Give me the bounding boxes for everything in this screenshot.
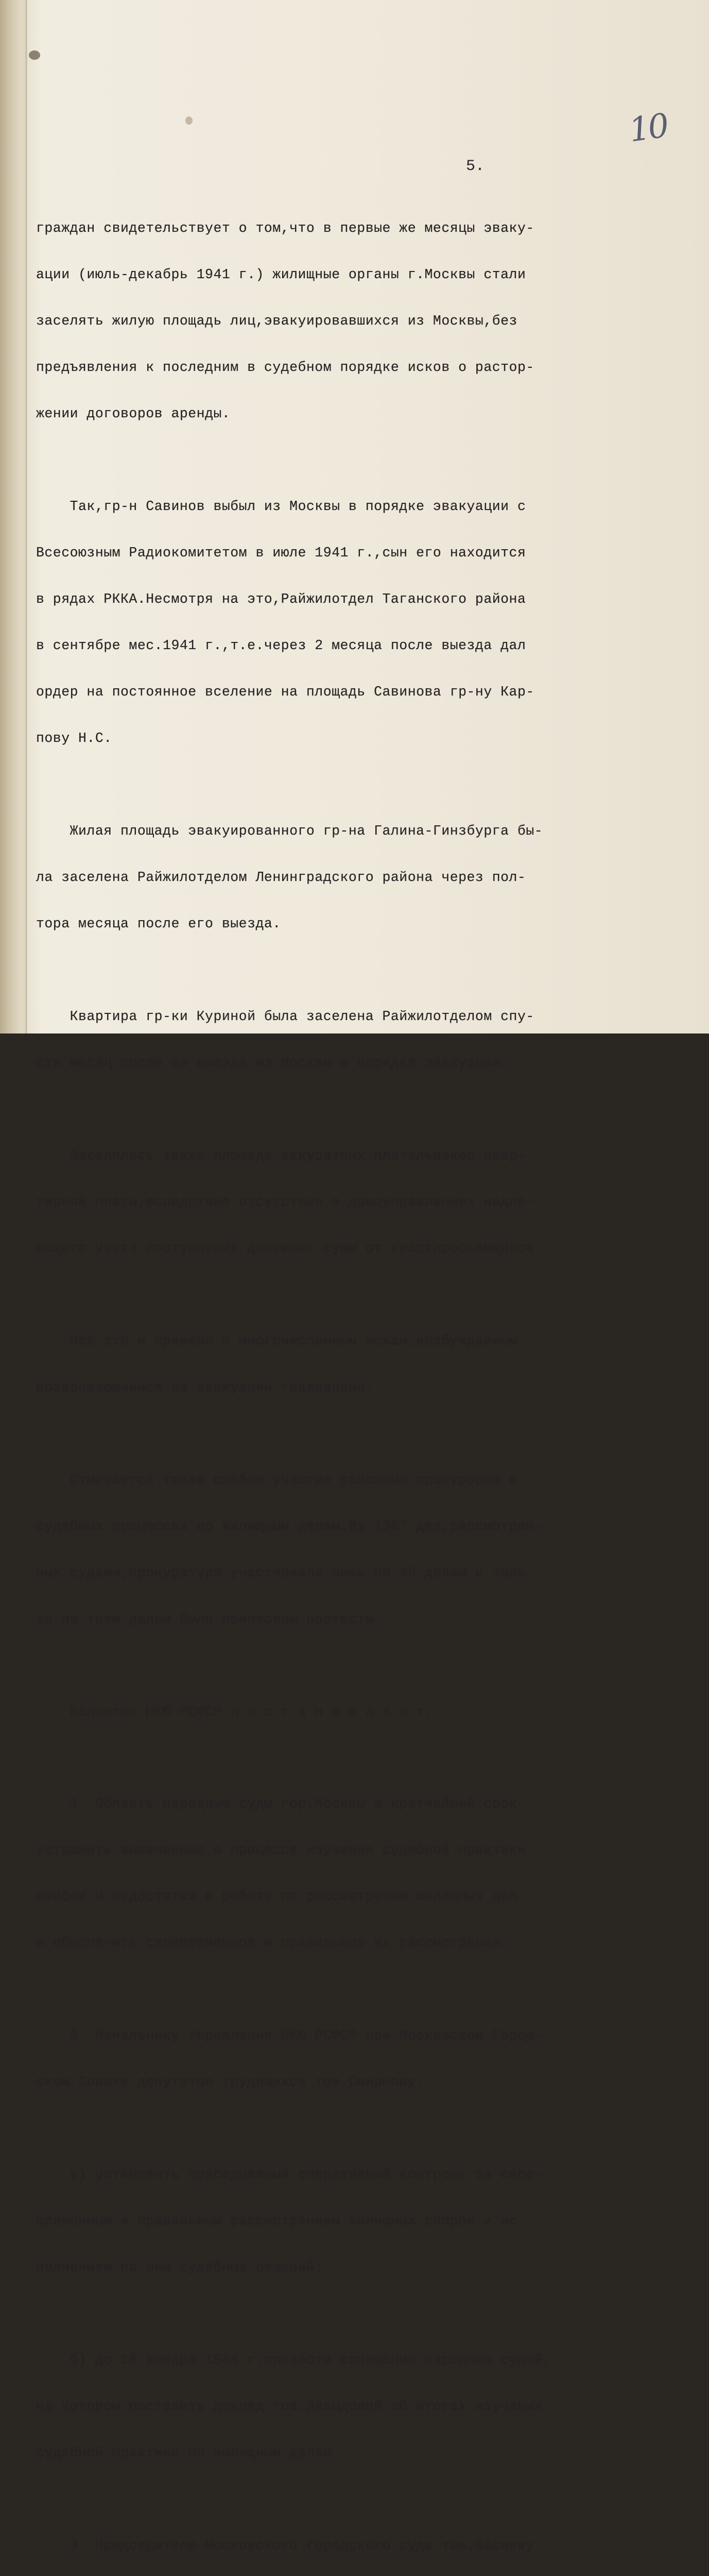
text-line: полнением по ним судебных решений; <box>36 2260 323 2275</box>
text-line: пову Н.С. <box>36 731 112 746</box>
binding-edge <box>0 0 27 1033</box>
text-line: на котором поставить доклад тов.Давыдовой об итогах изучения <box>36 2399 543 2414</box>
text-line: судебной практики по жилищным делам <box>36 2445 332 2461</box>
paragraph-payers <box>36 1117 644 1287</box>
resolution-heading <box>36 1673 644 1751</box>
text-line: Так,гр-н Савинов выбыл из Москвы в порядке эвакуации с <box>36 499 526 514</box>
text-line: стя месяц после ее выезда из Москвы в порядке эвакуации. <box>36 1055 509 1071</box>
page-number: 5. <box>466 158 485 175</box>
text-line: ных судами,прокуратура участвовала лишь по 46 делам и толь- <box>36 1565 534 1581</box>
paragraph-lawsuits <box>36 1302 644 1426</box>
text-line: ордер на постоянное вселение на площадь Савинова гр-ну Кар- <box>36 684 534 700</box>
stain-spot <box>185 116 193 125</box>
text-line: граждан свидетельствует о том,что в первые же месяцы эваку- <box>36 221 534 236</box>
text-line: заселять жилую площадь лиц,эвакуировавшихся из Москвы,без <box>36 313 517 329</box>
text-line: тора месяца после его выезда. <box>36 916 281 931</box>
text-line: Коллегия НКЮ РСФСР п о с т а н о в л я е т: <box>36 1704 433 1720</box>
text-line: ошибки и недостатки в работе по рассмотрению жилищных дел <box>36 1889 517 1904</box>
resolution-item-2 <box>36 1997 644 2121</box>
handwritten-folio-number: 10 <box>627 107 670 150</box>
text-line: возвращающимися из эвакуации гражданами. <box>36 1380 374 1395</box>
resolution-item-2b <box>36 2321 644 2492</box>
page-shadow <box>26 0 28 1033</box>
text-line: Всесоюзным Радиокомитетом в июле 1941 г.,сын его находится <box>36 545 526 561</box>
text-line: временным и правильным рассмотрением жилищных споров и ис- <box>36 2213 526 2229</box>
text-line: тирной платы,вследствие отсутствия в домоуправлениях надле- <box>36 1194 534 1210</box>
paragraph-prosecutors <box>36 1442 644 1658</box>
text-line: Отмечается также слабое участие районных прокуроров в <box>36 1472 517 1488</box>
resolution-item-3 <box>36 2507 644 2576</box>
text-line: 1. Обязать народные суды гор.Москвы в кратчайший срок <box>36 1796 517 1811</box>
text-line: Все это и привело к многочисленным искам,возбуждаемым <box>36 1333 517 1349</box>
paragraph-intro <box>36 190 644 452</box>
text-line: предъявления к последним в судебном порядке исков о растор- <box>36 360 534 375</box>
text-line: жении договоров аренды. <box>36 406 231 421</box>
text-line: и обеспечить своевременное и правильное их рассмотрение. <box>36 1935 509 1951</box>
text-line: Заселялась также площадь аккуратных плательщиков квар- <box>36 1148 526 1163</box>
text-line: Жилая площадь эвакуированного гр-на Галина-Гинзбурга бы- <box>36 823 543 839</box>
text-line: ко по трем делам были принесены протесты. <box>36 1612 383 1627</box>
text-line: а) установить повседневный оперативный контроль за свое- <box>36 2167 543 2182</box>
paragraph-savinov <box>36 468 644 777</box>
text-line: Квартира гр-ки Куриной была заселена Райжилотделом спу- <box>36 1009 534 1024</box>
paragraph-galin-ginzburg <box>36 792 644 962</box>
text-line: 3. Председателю Московского городского суда тов.Васневу <box>36 2538 534 2553</box>
text-line: 2. Начальнику Управления НКЮ РСФСР при Московском Город- <box>36 2028 543 2043</box>
text-line: жащего учета поступления денежных сумм от квартиросъемщиков. <box>36 1241 543 1256</box>
resolution-item-2a <box>36 2136 644 2306</box>
text-line: судебных процессах по жилищным делам.Из 1367 дел,рассмотрен- <box>36 1519 543 1534</box>
ink-blot <box>29 50 40 60</box>
text-line: ском Совете депутатов трудящихся тов.Смирнову: <box>36 2074 425 2090</box>
resolution-item-1 <box>36 1765 644 1981</box>
text-line: б) до 10 января 1944 г.провести совещание народных судей, <box>36 2352 551 2368</box>
paragraph-kurina <box>36 978 644 1101</box>
text-line: в сентябре мес.1941 г.,т.е.через 2 месяца после выезда дал <box>36 638 526 653</box>
text-line: устранить выявленные в процессе изучения судебной практики <box>36 1842 526 1858</box>
text-line: в рядах РККА.Несмотря на это,Райжилотдел Таганского района <box>36 591 526 607</box>
text-line: ации (июль-декабрь 1941 г.) жилищные органы г.Москвы стали <box>36 267 526 282</box>
document-body <box>36 190 644 2576</box>
text-line: ла заселена Райжилотделом Ленинградского района через пол- <box>36 870 526 885</box>
